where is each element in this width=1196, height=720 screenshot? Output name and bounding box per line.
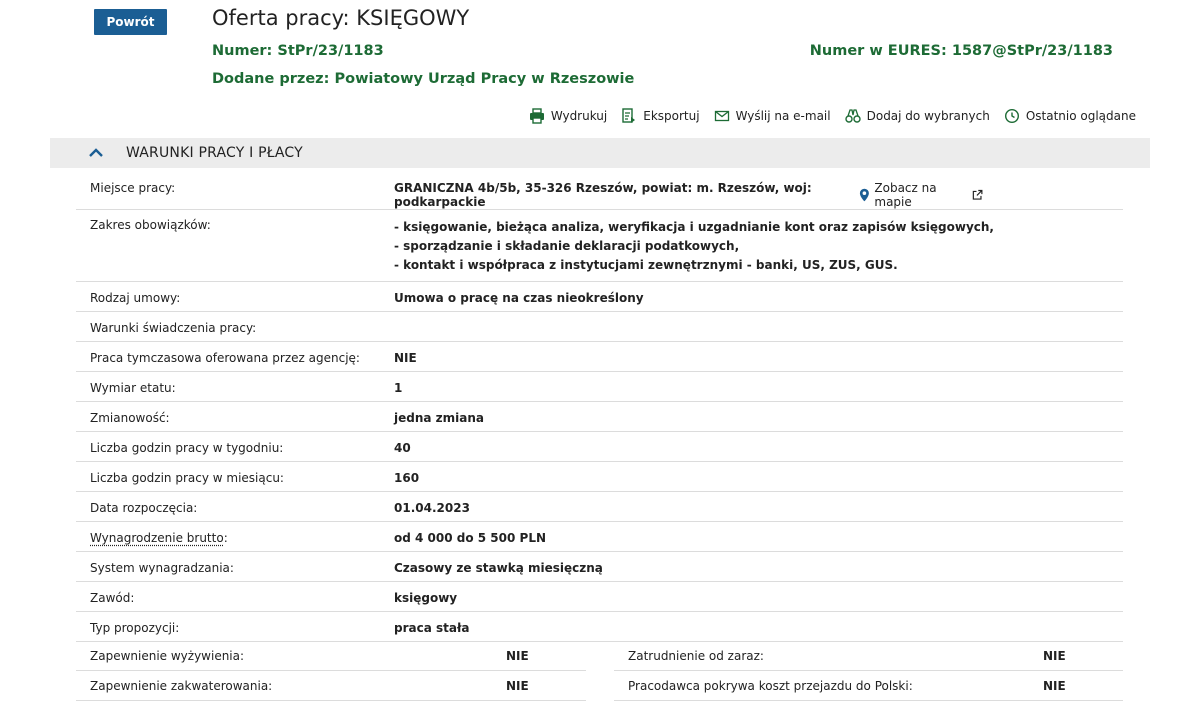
table-row [76,552,1123,582]
duties-label: Zakres obowiązków: [90,218,211,232]
weekly-hours-value: 40 [394,441,411,455]
conditions-label: Warunki świadczenia pracy: [90,321,257,335]
travel-row [614,671,1123,701]
duty-item: - kontakt i współpraca z instytucjami zewnętrznymi - banki, US, ZUS, GUS. [394,258,898,272]
table-row [76,402,1123,432]
start-date-label: Data rozpoczęcia: [90,501,198,515]
immediate-label: Zatrudnienie od zaraz: [628,648,764,663]
email-button[interactable] [714,108,831,124]
split-row [76,641,1123,671]
export-label: Eksportuj [643,109,700,123]
map-link-label: Zobacz na mapie [874,181,937,209]
binoculars-icon [845,108,861,124]
added-by-value: Powiatowy Urząd Pracy w Rzeszowie [334,71,635,87]
eures-number-value: 1587@StPr/23/1183 [951,43,1113,59]
conditions-value [394,312,1123,341]
added-by-label: Dodane przez: [212,71,330,87]
salary-value: od 4 000 do 5 500 PLN [394,531,547,545]
added-by [212,71,634,87]
printer-icon [529,108,545,124]
add-favorite-label: Dodaj do wybranych [866,109,990,123]
meals-value: NIE [506,648,529,663]
table-row [76,210,1123,282]
eures-number-label: Numer w EURES: [809,43,947,59]
shifts-value: jedna zmiana [394,411,484,425]
page-title: Oferta pracy: KSIĘGOWY [212,6,470,30]
table-row [76,582,1123,612]
print-label: Wydrukuj [550,109,608,123]
duty-item: - sporządzanie i składanie deklaracji podatkowych, [394,239,740,253]
monthly-hours-label: Liczba godzin pracy w miesiącu: [90,471,284,485]
meals-label: Zapewnienie wyżywienia: [90,648,245,663]
travel-label: Pracodawca pokrywa koszt przejazdu do Polski: [628,678,913,693]
export-icon [621,108,637,124]
contract-label: Rodzaj umowy: [90,291,181,305]
offer-number [212,43,384,59]
profession-label: Zawód: [90,591,135,605]
export-button[interactable] [621,108,699,124]
split-row [76,671,1123,701]
pay-system-value: Czasowy ze stawką miesięczną [394,561,603,575]
section-title: WARUNKI PRACY I PŁACY [126,145,303,161]
profession-value: księgowy [394,591,458,605]
recently-viewed-label: Ostatnio oglądane [1025,109,1136,123]
table-row [76,312,1123,342]
housing-label: Zapewnienie zakwaterowania: [90,678,273,693]
section-header[interactable] [50,138,1150,168]
fte-label: Wymiar etatu: [90,381,176,395]
housing-row [76,671,586,701]
pay-system-label: System wynagradzania: [90,561,234,575]
table-row [76,282,1123,312]
table-row [76,492,1123,522]
table-row [76,372,1123,402]
fte-value: 1 [394,381,403,395]
housing-value: NIE [506,678,529,693]
table-row [76,432,1123,462]
agency-label: Praca tymczasowa oferowana przez agencję: [90,351,360,365]
email-label: Wyślij na e-mail [735,109,831,123]
table-row [76,612,1123,642]
duties-value [394,210,1123,281]
offer-type-value: praca stała [394,621,470,635]
immediate-row [614,641,1123,671]
chevron-up-icon[interactable] [88,145,104,161]
weekly-hours-label: Liczba godzin pracy w tygodniu: [90,441,284,455]
eures-number [810,43,1113,59]
location-cell [394,172,1123,209]
location-value: GRANICZNA 4b/5b, 35-326 Rzeszów, powiat: m. Rzeszów, woj: podkarpackie [394,181,812,209]
travel-value: NIE [1043,678,1066,693]
salary-colon: : [223,531,228,545]
location-label: Miejsce pracy: [90,181,176,195]
map-pin-icon [859,188,870,202]
salary-term[interactable]: Wynagrodzenie brutto [90,531,224,545]
meals-row [76,641,586,671]
clock-icon [1004,108,1020,124]
table-row [76,342,1123,372]
action-toolbar [529,108,1136,124]
contract-value: Umowa o pracę na czas nieokreślony [394,291,644,305]
conditions-table [76,172,1123,642]
salary-label [76,522,394,551]
start-date-value: 01.04.2023 [394,501,470,515]
agency-value: NIE [394,351,417,365]
recently-viewed-button[interactable] [1004,108,1136,124]
table-row [76,172,1123,210]
external-link-icon [972,189,983,201]
table-row [76,522,1123,552]
shifts-label: Zmianowość: [90,411,170,425]
envelope-icon [714,108,730,124]
offer-type-label: Typ propozycji: [90,621,180,635]
print-button[interactable] [529,108,607,124]
table-row [76,462,1123,492]
duty-item: - księgowanie, bieżąca analiza, weryfikacja i uzgadnianie kont oraz zapisów księgowych, [394,220,994,234]
immediate-value: NIE [1043,648,1066,663]
back-button[interactable]: Powrót [94,9,167,35]
monthly-hours-value: 160 [394,471,420,485]
map-link[interactable] [859,181,983,209]
offer-number-label: Numer: [212,43,273,59]
add-favorite-button[interactable] [845,108,990,124]
offer-number-value: StPr/23/1183 [277,43,384,59]
